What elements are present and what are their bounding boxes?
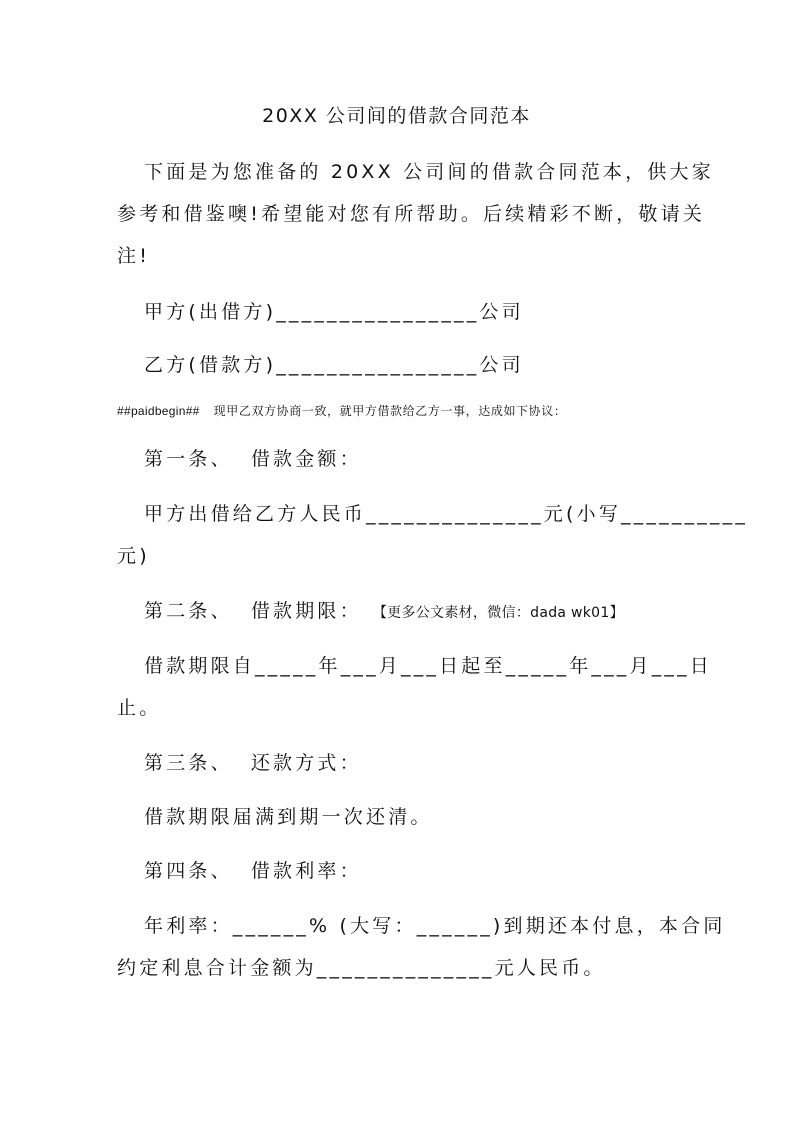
intro-line-3: 注! [117, 245, 151, 267]
party-b-line: 乙方(借款方)________________公司 [144, 354, 524, 376]
article-4-title: 借款利率： [250, 860, 362, 882]
article-4-body-1: 年利率：______% (大写：______)到期还本付息，本合同 [144, 915, 726, 937]
article-2-note: 【更多公文素材，微信：dada wk01】 [379, 605, 624, 621]
article-2-number: 第二条、 [144, 600, 233, 622]
article-2-body-2: 止。 [117, 697, 162, 719]
article-4-body-2: 约定利息合计金额为______________元人民币。 [117, 957, 606, 979]
article-1-body-2: 元) [117, 545, 150, 567]
article-2-body-1: 借款期限自_____年___月___日起至_____年___月___日 [144, 655, 713, 677]
paid-tag: ##paidbegin## [117, 404, 200, 418]
article-2-heading [144, 599, 704, 625]
party-a-line: 甲方(出借方)________________公司 [144, 301, 524, 323]
article-2-title: 借款期限： [250, 600, 362, 622]
article-1-heading [144, 447, 704, 471]
article-3-number: 第三条、 [144, 752, 233, 774]
agreement-statement-line [117, 403, 566, 419]
article-4-heading [144, 859, 704, 883]
article-3-body-1: 借款期限届满到期一次还清。 [144, 806, 433, 828]
article-1-number: 第一条、 [144, 448, 233, 470]
document-title: 20XX 公司间的借款合同范本 [262, 105, 531, 127]
agreement-statement: 现甲乙双方协商一致，就甲方借款给乙方一事，达成如下协议： [213, 404, 567, 418]
intro-line-1: 下面是为您准备的 20XX 公司间的借款合同范本，供大家 [144, 161, 714, 183]
article-3-title: 还款方式： [250, 752, 362, 774]
article-1-title: 借款金额： [250, 448, 362, 470]
article-4-number: 第四条、 [144, 860, 233, 882]
article-1-body-1: 甲方出借给乙方人民币______________元(小写__________ [144, 503, 749, 525]
article-3-heading [144, 751, 704, 775]
intro-line-2: 参考和借鉴噢!希望能对您有所帮助。后续精彩不断，敬请关 [117, 203, 706, 225]
